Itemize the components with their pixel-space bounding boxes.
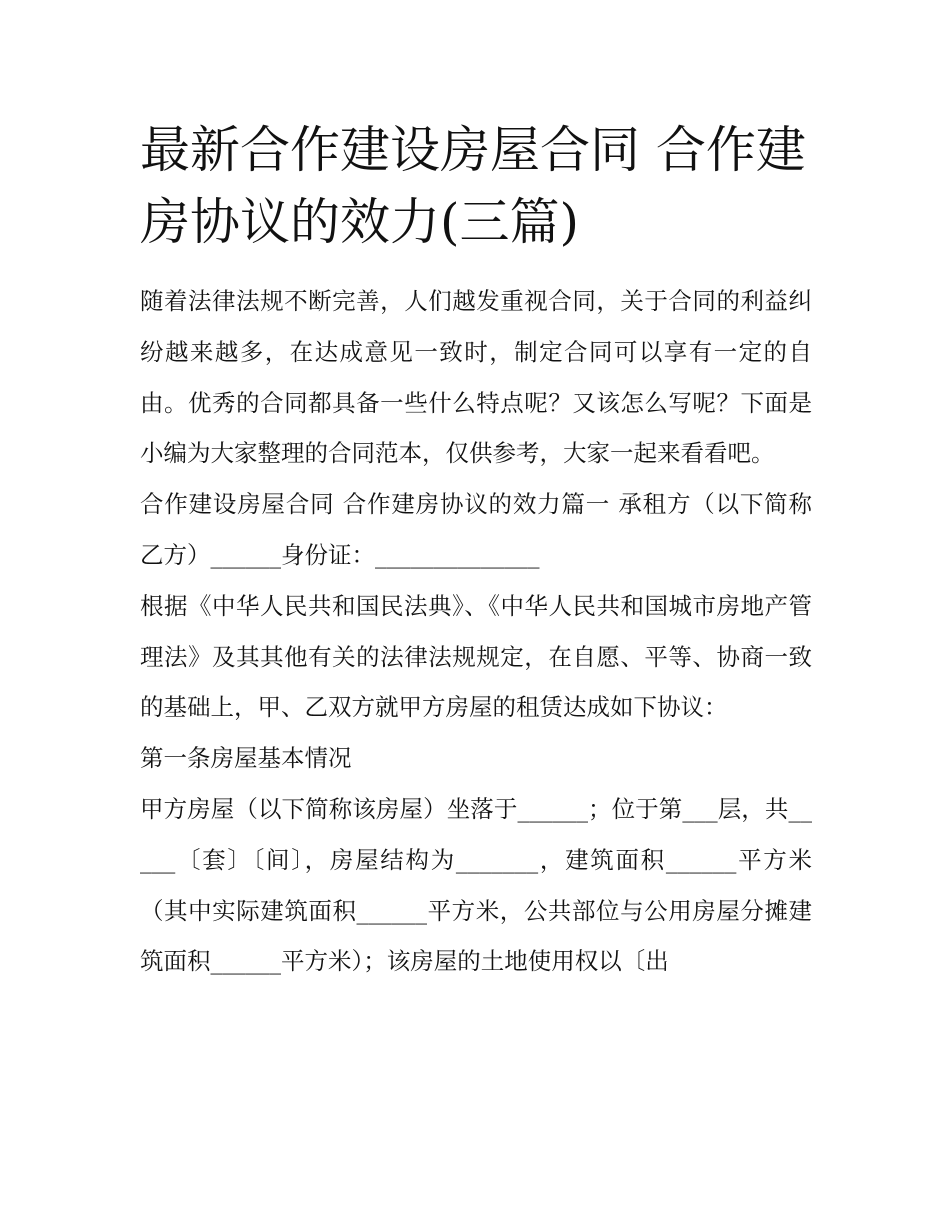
legal-basis-paragraph: 根据《中华人民共和国民法典》、《中华人民共和国城市房地产管理法》及其其他有关的法律法规规定，在自愿、平等、协商一致的基础上，甲、乙双方就甲方房屋的租赁达成如下协议： bbox=[140, 591, 812, 722]
article-one-paragraph: 甲方房屋（以下简称该房屋）坐落于______；位于第___层，共_____〔套〕〔间〕，房屋结构为_______，建筑面积______平方米（其中实际建筑面积______平方米，公共部位与公用房屋分摊建筑面积______平方米）；该房屋的土地使用权以〔出 bbox=[140, 794, 812, 976]
contract-heading-paragraph: 合作建设房屋合同 合作建房协议的效力篇一 承租方（以下简称乙方）______身份证：______________ bbox=[140, 490, 812, 569]
document-body bbox=[140, 114, 812, 987]
document-title: 最新合作建设房屋合同 合作建房协议的效力(三篇) bbox=[140, 121, 806, 251]
article-one-heading: 第一条房屋基本情况 bbox=[140, 744, 352, 773]
intro-paragraph: 随着法律法规不断完善，人们越发重视合同，关于合同的利益纠纷越来越多，在达成意见一致时，制定合同可以享有一定的自由。优秀的合同都具备一些什么特点呢？又该怎么写呢？下面是小编为大家整理的合同范本，仅供参考，大家一起来看看吧。 bbox=[140, 287, 812, 468]
